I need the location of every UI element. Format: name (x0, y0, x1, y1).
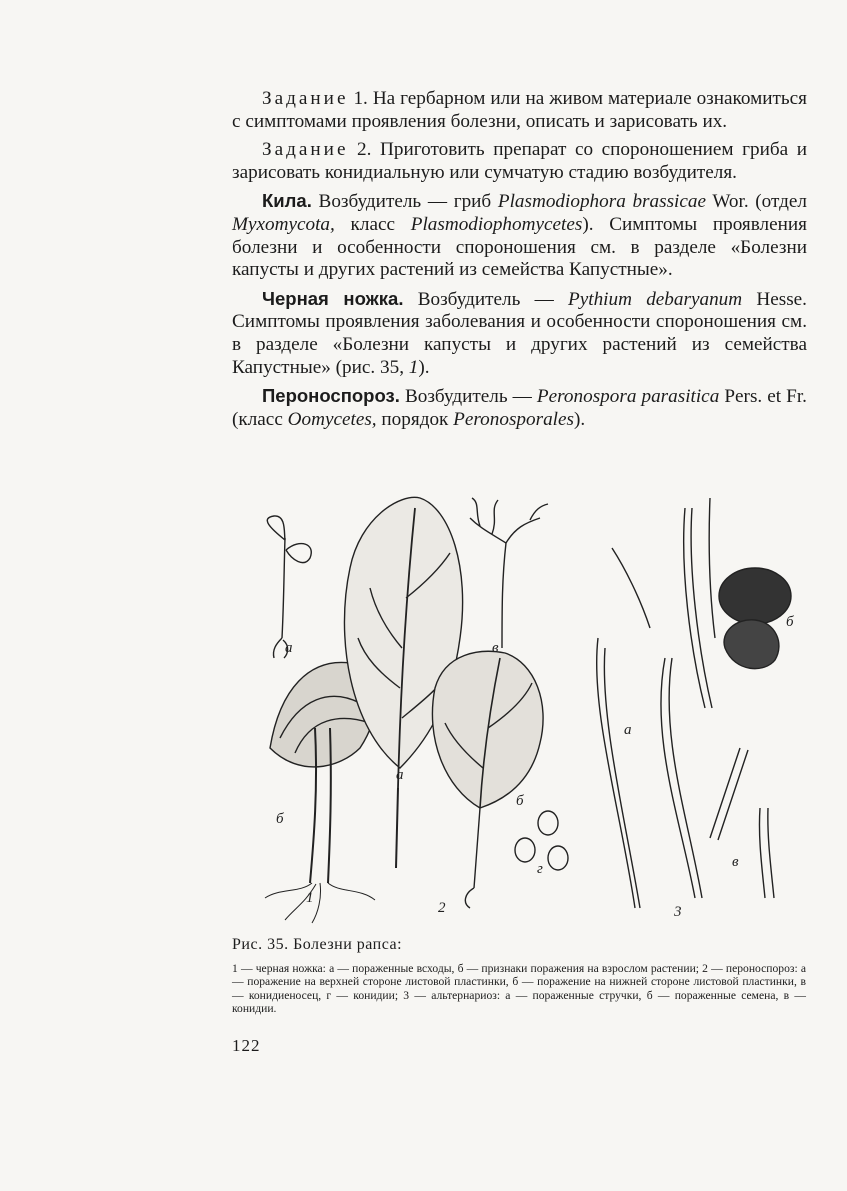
seedling-illustration (267, 516, 311, 658)
figure-35 (240, 488, 815, 928)
label-3b: б (786, 614, 794, 630)
label-1: 1 (306, 890, 314, 906)
kila-division: Myxomycota, (232, 213, 335, 235)
peronosporoz-text-4: ). (573, 408, 586, 430)
task-2-label: Задание (262, 139, 349, 161)
pods-illustration (597, 498, 715, 908)
label-1b: б (276, 811, 284, 827)
peronosporoz-heading: Пероноспороз. (262, 385, 400, 407)
task-1-text: 1. На гербарном или на живом материале ознакомиться с симптомами проявления болезни, описать и зарисовать их. (232, 88, 807, 132)
task-2-paragraph (232, 139, 807, 184)
label-3a: а (624, 722, 632, 738)
peronosporoz-text-1: Возбудитель — (399, 386, 537, 408)
label-2v: в (492, 640, 499, 656)
nozhka-heading: Черная ножка. (262, 287, 404, 309)
task-1-label: Задание (262, 88, 349, 109)
nozhka-fig-ref: 1 (408, 356, 419, 378)
kila-text-4: ). Симптомы проявления болезни и особенности спороношения см. в разделе «Болезни капусты и других растений из семейства Капустные». (232, 213, 808, 281)
kila-text-2: Wor. (отдел (706, 191, 807, 213)
label-1a: а (285, 640, 293, 656)
kila-class: Plasmodiophomycetes (410, 213, 583, 235)
peronosporoz-text-2: Pers. et Fr. (класс (232, 386, 807, 430)
kila-heading: Кила. (262, 190, 312, 212)
label-2: 2 (438, 900, 446, 916)
alternaria-conidia-illustration (710, 748, 774, 898)
label-2b: б (516, 793, 524, 809)
label-3v: в (732, 854, 739, 870)
task-1-paragraph (232, 88, 807, 133)
nozhka-text-2: Hesse. Симптомы проявления заболевания и особенности спороношения см. в разделе «Болезни капусты и других растений из семейства Капустные» (рис. 35, (232, 288, 807, 378)
label-2a: а (396, 767, 404, 783)
figure-caption-text: 1 — черная ножка: а — пораженные всходы, б — признаки поражения на взрослом растении; 2 — пероноспороз: а — поражение на верхней стороне листовой пластинки, б — поражение на нижней стороне листовой пластинки, в — конидиеносец, г — конидии; 3 — альтернариоз: а — пораженные стручки, б — пораженные семена, в — конидии. (232, 962, 806, 1016)
nozhka-text-3: ). (418, 356, 430, 378)
leaf-lower-illustration (432, 651, 543, 908)
kila-text-3: класс (334, 213, 411, 235)
seeds-illustration (719, 568, 791, 669)
page-number: 122 (232, 1036, 261, 1055)
nozhka-paragraph (232, 288, 807, 379)
peronosporoz-text-3: порядок (376, 408, 454, 430)
label-2g: г (537, 861, 543, 877)
peronosporoz-class: Oomycetes, (287, 408, 377, 430)
kila-text-1: Возбудитель — гриб (311, 191, 498, 213)
task-2-text: 2. Приготовить препарат со спороношением гриба и зарисовать конидиальную или сумчатую стадию возбудителя. (232, 139, 807, 183)
nozhka-pathogen: Pythium debaryanum (568, 288, 743, 310)
peronosporoz-order: Peronosporales (453, 408, 574, 430)
peronosporoz-pathogen: Peronospora parasitica (536, 386, 720, 408)
figure-caption-title: Рис. 35. Болезни рапса: (232, 936, 403, 953)
peronosporoz-paragraph (232, 385, 807, 431)
nozhka-text-1: Возбудитель — (403, 288, 569, 310)
kila-paragraph (232, 190, 807, 281)
conidiophore-illustration (470, 498, 548, 648)
label-3: 3 (674, 904, 682, 920)
kila-pathogen: Plasmodiophora brassicae (497, 191, 706, 213)
figure-illustration (240, 488, 815, 928)
body-text (232, 88, 807, 437)
